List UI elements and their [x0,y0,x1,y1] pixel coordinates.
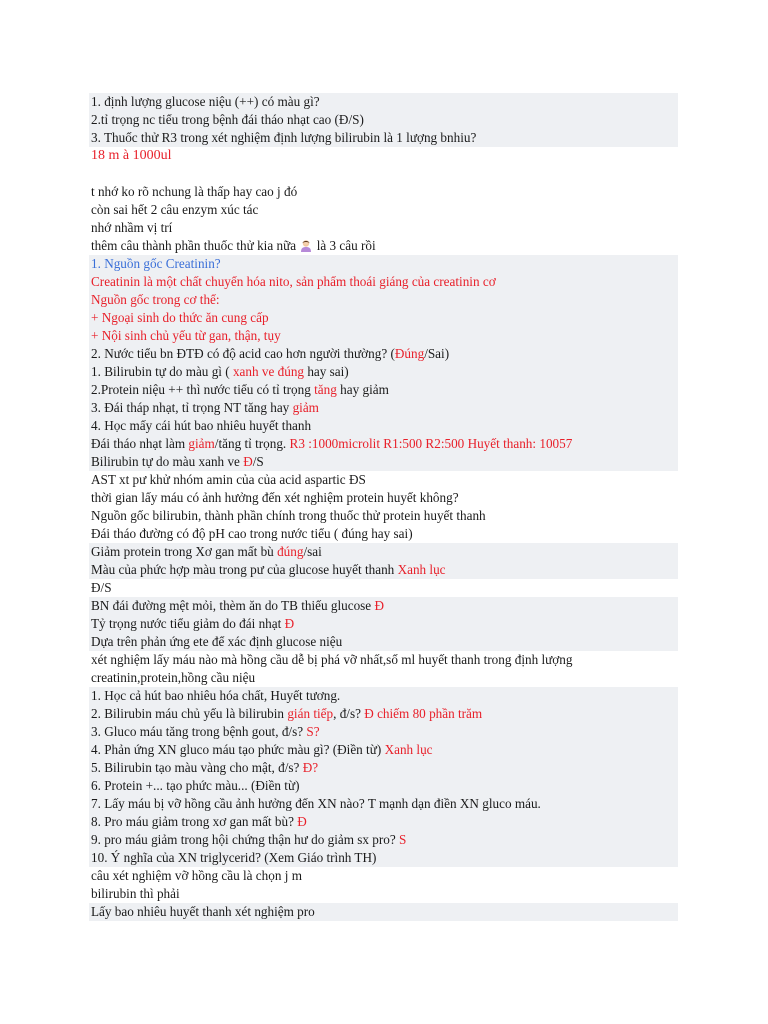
note-line [89,381,678,399]
highlighted-text: tăng [314,382,337,397]
note-text: là 3 câu rồi [313,238,376,253]
note-line [89,237,678,255]
highlighted-text: Đ? [302,760,319,775]
highlighted-text: Xanh lục [397,562,446,577]
note-text: AST xt pư khử nhóm amin của của acid aspartic ĐS [91,472,366,487]
note-line [89,453,678,471]
note-line [89,219,678,237]
note-text: /S [252,454,264,469]
note-text: 9. pro máu giảm trong hội chứng thận hư do giảm sx pro? [91,832,400,847]
note-line [89,399,678,417]
note-line [89,273,678,291]
highlighted-text: Xanh lục [384,742,433,757]
note-text: Đái tháo nhạt làm [91,436,189,451]
note-text: Đ/S [91,580,112,595]
note-text: Lấy bao nhiêu huyết thanh xét nghiệm pro [91,904,315,919]
note-line [89,525,678,543]
highlighted-text: Đ chiếm 80 phần trăm [364,706,483,721]
highlighted-text: Đ [243,454,253,469]
note-text: 3. Gluco máu tăng trong bệnh gout, đ/s? [91,724,307,739]
note-text: xét nghiệm lấy máu nào mà hồng cầu dễ bị phá vỡ nhất,số ml huyết thanh trong định lượng creatinin,protein,hồng cầu niệu [91,652,573,685]
note-line [89,633,678,651]
note-line [89,435,678,453]
note-text: nhớ nhầm vị trí [91,220,173,235]
note-line [89,759,678,777]
highlighted-text: S? [306,724,320,739]
note-line [89,867,678,885]
note-text: 2.Protein niệu ++ thì nước tiểu có tỉ trọng [91,382,315,397]
note-line [89,705,678,723]
note-line [89,561,678,579]
note-line [89,831,678,849]
note-text: Tỷ trọng nước tiểu giảm do đái nhạt [91,616,285,631]
note-text: 4. Học mấy cái hút bao nhiêu huyết thanh [91,418,312,433]
note-line [89,327,678,345]
highlighted-text: 18 m à 1000ul [91,148,172,163]
note-text: 6. Protein +... tạo phức màu... (Điền từ) [91,778,300,793]
highlighted-text: giảm [188,436,215,451]
note-text: thêm câu thành phần thuốc thử kia nữa [91,238,300,253]
note-text: /tăng tỉ trọng. [214,436,290,451]
highlighted-text: xanh ve đúng [232,364,305,379]
highlighted-text: Creatinin là một chất chuyển hóa nito, sản phẩm thoái giáng của creatinin cơ [91,274,496,289]
note-text: 7. Lấy máu bị vỡ hồng cầu ảnh hưởng đến XN nào? T mạnh dạn điền XN gluco máu. [91,796,541,811]
highlighted-text: R3 :1000microlit R1:500 R2:500 Huyết thanh: 10057 [289,436,573,451]
note-line [89,723,678,741]
note-text: Dựa trên phản ứng ete để xác định glucose niệu [91,634,343,649]
highlighted-text: Đ [297,814,307,829]
highlighted-text: gián tiếp [287,706,334,721]
note-line [89,903,678,921]
highlighted-text: S [399,832,407,847]
highlighted-text: + Nội sinh chủ yếu từ gan, thận, tụy [91,328,281,343]
note-text: 4. Phản ứng XN gluco máu tạo phức màu gì? (Điền từ) [91,742,385,757]
highlighted-text: Đ [284,616,295,631]
note-text: câu xét nghiệm vỡ hồng cầu là chọn j m [91,868,302,883]
note-line [89,507,678,525]
note-line [89,489,678,507]
highlighted-text: Nguồn gốc trong cơ thể: [91,292,220,307]
note-text: , đ/s? [333,706,365,721]
note-line [89,741,678,759]
note-text: 8. Pro máu giảm trong xơ gan mất bù? [91,814,298,829]
note-line [89,471,678,489]
note-text: 1. định lượng glucose niệu (++) có màu gì? [91,94,320,109]
highlighted-text: Đúng [394,346,425,361]
note-line [89,363,678,381]
note-text: 3. Thuốc thử R3 trong xét nghiệm định lượng bilirubin là 1 lượng bnhiu? [91,130,477,145]
note-line [89,183,678,201]
note-line [89,309,678,327]
note-text: 2. Nước tiểu bn ĐTĐ có độ acid cao hơn người thường? ( [91,346,395,361]
note-line [89,129,678,147]
note-text: Bilirubin tự do màu xanh ve [91,454,244,469]
note-line [89,111,678,129]
note-text: 5. Bilirubin tạo màu vàng cho mật, đ/s? [91,760,303,775]
document-body [89,93,678,921]
note-text: 10. Ý nghĩa của XN triglycerid? (Xem Giáo trình TH) [91,850,377,865]
note-text: BN đái đường mệt mỏi, thèm ăn do TB thiếu glucose [91,598,375,613]
note-line [89,255,678,273]
blank-line [89,165,678,183]
highlighted-text: Đ [374,598,384,613]
note-text: Giảm protein trong Xơ gan mất bù [91,544,278,559]
note-line [89,651,678,687]
note-line [89,615,678,633]
highlighted-text: + Ngoại sinh do thức ăn cung cấp [91,310,269,325]
note-line [89,885,678,903]
person-facepalm-icon [299,238,313,253]
note-text: hay giảm [336,382,389,397]
highlighted-text: giảm [292,400,319,415]
highlighted-text: đúng [277,544,304,559]
note-line [89,795,678,813]
note-line [89,345,678,363]
note-line [89,813,678,831]
note-text: Đái tháo đường có độ pH cao trong nước tiểu ( đúng hay sai) [91,526,413,541]
note-text: /sai [303,544,322,559]
note-line [89,93,678,111]
note-text: 1. Học cả hút bao nhiêu hóa chất, Huyết tương. [91,688,341,703]
note-text: 3. Đái tháp nhạt, tỉ trọng NT tăng hay [91,400,293,415]
note-line [89,417,678,435]
note-line [89,201,678,219]
note-line [89,597,678,615]
note-text: 2.tỉ trọng nc tiểu trong bệnh đái tháo nhạt cao (Đ/S) [91,112,364,127]
note-text: Màu của phức hợp màu trong pư của glucose huyết thanh [91,562,398,577]
note-text: bilirubin thì phải [91,886,180,901]
note-line [89,147,678,165]
note-line [89,579,678,597]
note-line [89,777,678,795]
note-text: t nhớ ko rõ nchung là thấp hay cao j đó [91,184,298,199]
note-line [89,849,678,867]
note-text: Nguồn gốc bilirubin, thành phần chính trong thuốc thử protein huyết thanh [91,508,486,523]
note-text: thời gian lấy máu có ảnh hưởng đến xét nghiệm protein huyết không? [91,490,459,505]
note-text: hay sai) [304,364,349,379]
note-text: 2. Bilirubin máu chủ yếu là bilirubin [91,706,288,721]
note-text: /Sai) [424,346,450,361]
highlighted-text: 1. Nguồn gốc Creatinin? [91,256,221,271]
note-text: 1. Bilirubin tự do màu gì ( [91,364,233,379]
note-line [89,543,678,561]
note-line [89,291,678,309]
note-line [89,687,678,705]
note-text: còn sai hết 2 câu enzym xúc tác [91,202,259,217]
